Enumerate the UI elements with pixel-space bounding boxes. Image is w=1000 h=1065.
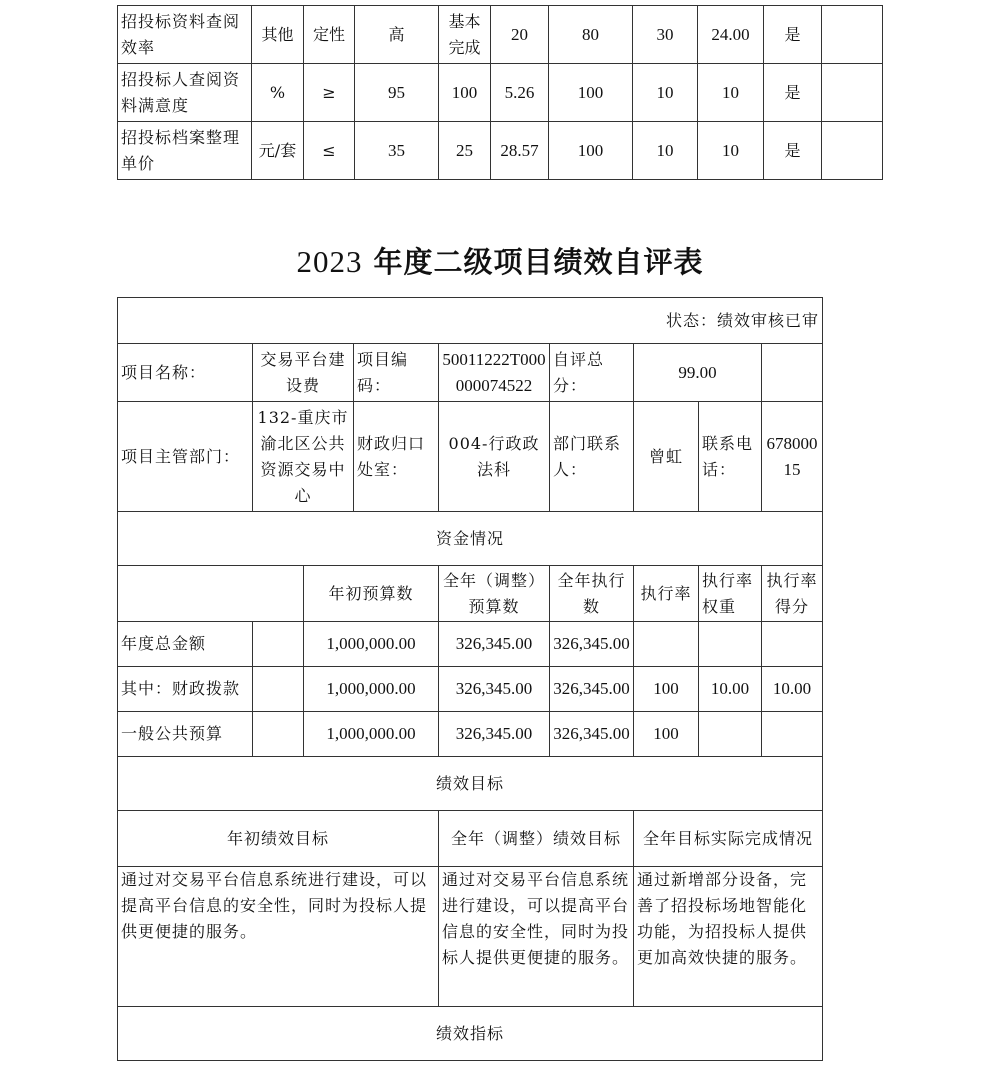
indicator-actual: 100 — [439, 64, 491, 122]
phone-label: 联系电话： — [699, 402, 762, 512]
funds-section-row — [118, 512, 823, 566]
adjusted-budget-value: 326,345.00 — [439, 712, 550, 757]
actual-goal-header: 全年目标实际完成情况 — [634, 811, 823, 867]
project-name-value: 交易平台建设费 — [253, 344, 354, 402]
status-text: 状态：绩效审核已审 — [118, 298, 823, 344]
indicator-key-flag: 是 — [764, 64, 822, 122]
project-code-value: 50011222T000000074522 — [439, 344, 550, 402]
indicator-deviation: 20 — [491, 6, 549, 64]
indicator-remark — [822, 64, 883, 122]
rate-score-header: 执行率得分 — [762, 566, 823, 622]
adjusted-budget-value: 326,345.00 — [439, 667, 550, 712]
funds-header-row — [118, 566, 823, 622]
status-row — [118, 298, 823, 344]
indicator-score: 10 — [698, 64, 764, 122]
department-value: 132-重庆市渝北区公共资源交易中心 — [253, 402, 354, 512]
adjusted-goal-header: 全年（调整）绩效目标 — [439, 811, 634, 867]
department-row — [118, 402, 823, 512]
table-row — [118, 622, 823, 667]
self-score-label: 自评总分： — [550, 344, 634, 402]
finance-office-label: 财政归口处室： — [354, 402, 439, 512]
indicator-key-flag: 是 — [764, 6, 822, 64]
indicator-name: 招投标档案整理单价 — [118, 122, 252, 180]
indicator-deviation: 28.57 — [491, 122, 549, 180]
indicator-score: 24.00 — [698, 6, 764, 64]
empty-cell — [253, 667, 304, 712]
executed-header: 全年执行数 — [550, 566, 634, 622]
funds-section-title: 资金情况 — [118, 512, 823, 566]
indicator-target: 35 — [355, 122, 439, 180]
rate-value: 100 — [634, 667, 699, 712]
indicators-section-row — [118, 1007, 823, 1061]
table-row — [118, 667, 823, 712]
phone-value: 67800015 — [762, 402, 823, 512]
actual-goal-text: 通过新增部分设备，完善了招投标场地智能化功能，为招投标人提供更加高效快捷的服务。 — [634, 867, 823, 1007]
department-label: 项目主管部门： — [118, 402, 253, 512]
rate-value: 100 — [634, 712, 699, 757]
indicator-remark — [822, 122, 883, 180]
indicator-target: 95 — [355, 64, 439, 122]
indicator-weight-base: 100 — [549, 122, 633, 180]
funds-row-label: 年度总金额 — [118, 622, 253, 667]
funds-row-label: 其中：财政拨款 — [118, 667, 253, 712]
rate-weight-value — [699, 622, 762, 667]
adjusted-budget-header: 全年（调整）预算数 — [439, 566, 550, 622]
title-text: 年度二级项目绩效自评表 — [373, 245, 704, 279]
empty-cell — [253, 712, 304, 757]
empty-cell — [118, 566, 304, 622]
rate-weight-header: 执行率权重 — [699, 566, 762, 622]
adjusted-goal-text: 通过对交易平台信息系统进行建设，可以提高平台信息的安全性，同时为投标人提供更便捷的服务。 — [439, 867, 634, 1007]
empty-cell — [762, 344, 823, 402]
indicator-operator: ≥ — [304, 64, 355, 122]
indicator-deviation: 5.26 — [491, 64, 549, 122]
indicator-weight: 10 — [633, 122, 698, 180]
self-evaluation-form — [117, 297, 823, 1061]
initial-budget-value: 1,000,000.00 — [304, 712, 439, 757]
contact-value: 曾虹 — [634, 402, 699, 512]
rate-weight-value: 10.00 — [699, 667, 762, 712]
initial-goal-header: 年初绩效目标 — [118, 811, 439, 867]
indicator-unit: 其他 — [252, 6, 304, 64]
funds-row-label: 一般公共预算 — [118, 712, 253, 757]
page-title — [0, 240, 1000, 281]
table-row — [118, 122, 883, 180]
rate-score-value — [762, 712, 823, 757]
indicator-score: 10 — [698, 122, 764, 180]
indicator-name: 招投标资料查阅效率 — [118, 6, 252, 64]
indicator-operator: 定性 — [304, 6, 355, 64]
rate-score-value — [762, 622, 823, 667]
table-row — [118, 6, 883, 64]
table-row — [118, 712, 823, 757]
executed-value: 326,345.00 — [550, 622, 634, 667]
indicator-target: 高 — [355, 6, 439, 64]
indicator-weight-base: 80 — [549, 6, 633, 64]
initial-budget-header: 年初预算数 — [304, 566, 439, 622]
project-name-label: 项目名称： — [118, 344, 253, 402]
rate-score-value: 10.00 — [762, 667, 823, 712]
empty-cell — [253, 622, 304, 667]
goals-header-row — [118, 811, 823, 867]
title-year: 2023 — [296, 244, 363, 279]
goals-section-row — [118, 757, 823, 811]
rate-weight-value — [699, 712, 762, 757]
finance-office-value: 004-行政政法科 — [439, 402, 550, 512]
indicator-table-continued — [117, 5, 883, 180]
table-row — [118, 64, 883, 122]
goals-body-row — [118, 867, 823, 1007]
self-score-value: 99.00 — [634, 344, 762, 402]
rate-header: 执行率 — [634, 566, 699, 622]
project-row — [118, 344, 823, 402]
indicator-weight: 10 — [633, 64, 698, 122]
goals-section-title: 绩效目标 — [118, 757, 823, 811]
executed-value: 326,345.00 — [550, 667, 634, 712]
adjusted-budget-value: 326,345.00 — [439, 622, 550, 667]
initial-budget-value: 1,000,000.00 — [304, 622, 439, 667]
indicator-weight-base: 100 — [549, 64, 633, 122]
indicator-remark — [822, 6, 883, 64]
indicator-unit: 元/套 — [252, 122, 304, 180]
indicator-actual: 25 — [439, 122, 491, 180]
rate-value — [634, 622, 699, 667]
indicator-actual: 基本完成 — [439, 6, 491, 64]
project-code-label: 项目编码： — [354, 344, 439, 402]
indicator-weight: 30 — [633, 6, 698, 64]
contact-label: 部门联系人： — [550, 402, 634, 512]
initial-budget-value: 1,000,000.00 — [304, 667, 439, 712]
initial-goal-text: 通过对交易平台信息系统进行建设，可以提高平台信息的安全性，同时为投标人提供更便捷的服务。 — [118, 867, 439, 1007]
indicators-section-title: 绩效指标 — [118, 1007, 823, 1061]
indicator-name: 招投标人查阅资料满意度 — [118, 64, 252, 122]
indicator-key-flag: 是 — [764, 122, 822, 180]
indicator-unit: % — [252, 64, 304, 122]
executed-value: 326,345.00 — [550, 712, 634, 757]
indicator-operator: ≤ — [304, 122, 355, 180]
